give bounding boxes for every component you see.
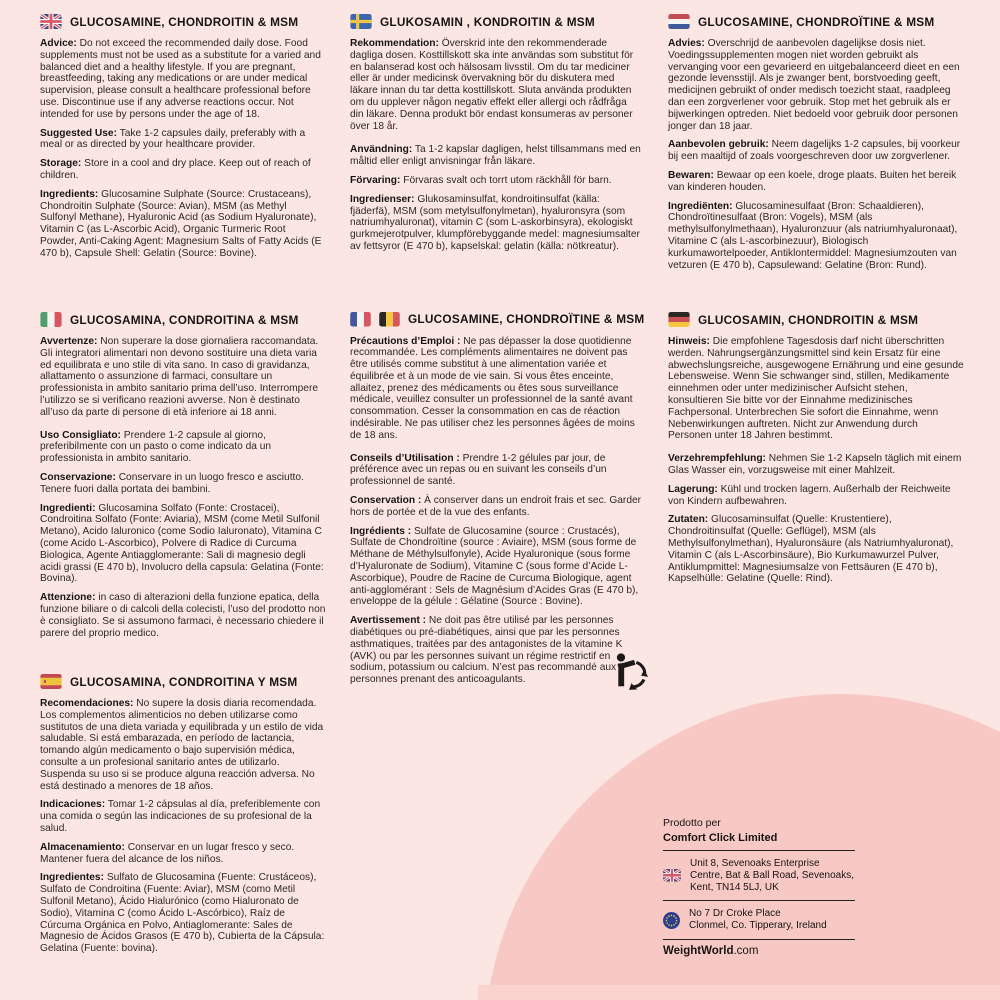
paragraph: [40, 472, 327, 496]
produced-for-label: Prodotto per: [663, 817, 721, 829]
paragraph: [668, 201, 964, 272]
paragraph-label: Lagerung:: [668, 483, 718, 495]
paragraph-label: Ingredienser:: [350, 193, 415, 205]
paragraph-text: Överskrid inte den rekommenderade dagliga dosen. Kosttillskott ska inte användas som substitut för en balanserad kost och hälsosam livsstil. Om du tar mediciner eller är under medicinsk övervakning bör du diskutera med läkare innan du tar detta kosttillskott. Sluta använda produkten om du upplever någon negativ effekt eller allergi och rådfråga din läkare. Denna produkt bör endast konsumeras av personer över 18 år.: [350, 38, 634, 132]
section-title: [668, 312, 964, 327]
uk-flag-icon: [663, 869, 681, 882]
paragraph: [668, 170, 964, 194]
paragraph-text: Take 1-2 capsules daily, preferably with a meal or as directed by your healthcare provider.: [40, 127, 306, 151]
paragraph-text: Glucosaminsulfat (Quelle: Krustentiere), Chondroitinsulfat (Quelle: Geflügel), MSM (als Methylsulfonylmethan), Hyaluronsäure (als Natriumhyaluronat), Vitamin C (als L-Ascorbinsäure), Bio Kurkumawurzel Pulver, Antiklumpmittel: Magnesiumsalze von Fettsäuren (E 470 b), Kapselhülle: Gelatine (Quelle: Rind).: [668, 514, 954, 585]
paragraph: [40, 842, 325, 866]
paragraph: [668, 453, 964, 477]
paragraph-text: Glucosamine Sulphate (Source: Crustaceans), Chondroitin Sulphate (Source: Avian), MSM (as Methyl Sulfonyl Methane), Hyaluronic Acid (as Sodium Hyaluronate), Vitamin C (as L-Ascorbic Acid), Organic Turmeric Root Powder, Anti-Caking Agent: Magnesium Salts of Fatty Acids (E 470 b), Capsule Shell: Gelatin (Source: Bovine).: [40, 188, 322, 259]
paragraph: [350, 336, 647, 442]
spain-flag-icon: [40, 674, 62, 689]
website-tld: .com: [733, 944, 759, 957]
website-brand: WeightWorld: [663, 944, 734, 957]
paragraph: [40, 698, 325, 792]
germany-flag-icon: [668, 312, 690, 327]
paragraph: [40, 189, 323, 260]
paragraph-text: Conservare in un luogo fresco e asciutto. Tenere fuori dalla portata dei bambini.: [40, 471, 304, 495]
paragraph-text: À conserver dans un endroit frais et sec. Garder hors de portée et de la vue des enfants.: [350, 495, 642, 518]
section-title-text: GLUCOSAMINE, CHONDROÏTINE & MSM: [698, 14, 935, 29]
divider: [663, 939, 855, 940]
paragraph-label: Zutaten:: [668, 514, 709, 526]
paragraph-label: Uso Consigliato:: [40, 429, 121, 441]
eu-address: [689, 908, 827, 932]
paragraph-text: Prendre 1-2 gélules par jour, de préférence avec un repas ou en suivant les conseils d’un professionnel de santé.: [350, 452, 607, 488]
paragraph: [350, 495, 647, 519]
france-flag-icon: [350, 312, 371, 327]
paragraph-text: Neem dagelijks 1-2 capsules, bij voorkeur bij een maaltijd of zoals voorgeschreven door uw zorgverlener.: [668, 139, 961, 163]
company-name: Comfort Click Limited: [663, 832, 778, 844]
paragraph: [350, 194, 642, 253]
paragraph-label: Conservazione:: [40, 471, 116, 483]
paragraph: [350, 38, 642, 132]
paragraph: [40, 38, 323, 121]
section-title-text: GLUCOSAMIN, CHONDROITIN & MSM: [698, 312, 919, 327]
company-info-block: [663, 816, 855, 957]
paragraph-text: Glucosamina Solfato (Fonte: Crostacei), Condroitina Solfato (Fonte: Aviaria), MSM (come Metil Sulfonil Metano), Acido Ialuronico (come Sodio Ialuronato), Vitamina C (come Acido L-Ascorbico), Polvere di Radice di Curcuma Biologica, Agente Antiagglomerante: Sali di magnesio degli acidi grassi (E 470 b), Involucro della capsula: Gelatina (Fonte: Bovina).: [40, 502, 324, 585]
paragraph-label: Ingredients:: [40, 188, 99, 200]
uk-address-row: [663, 856, 855, 895]
section-title: [350, 312, 647, 327]
paragraph-text: No supere la dosis diaria recomendada. Los complementos alimenticios no deben utilizarse como sustitutos de una dieta variada y equilibrada y un estilo de vida saludable. Si está embarazada, en período de lactancia, tomando algún medicamento o bajo supervisión médica, consulte a un profesional sanitario antes de utilizarlo. Suspenda su uso si se produce alguna reacción adversa. No está destinado a menores de 18 años.: [40, 698, 324, 792]
section-dutch: [668, 14, 964, 278]
paragraph-text: Do not exceed the recommended daily dose. Food supplements must not be used as a substitute for a varied and balanced diet and a healthy lifestyle. If you are pregnant, breastfeeding, taking any medications or are under medical supervision, please consult a healthcare professional before use. Discontinue use if any adverse reactions occur. Not intended for use by persons under the age of 18.: [40, 38, 321, 120]
paragraph: [40, 336, 327, 419]
paragraph-label: Advice:: [40, 38, 77, 49]
paragraph-label: Förvaring:: [350, 174, 401, 186]
paragraph-label: Storage:: [40, 158, 82, 170]
paragraph-label: Ingredienti:: [40, 502, 96, 514]
paragraph-text: Ne doit pas être utilisé par les personnes diabétiques ou pré-diabétiques, ainsi que par les personnes asthmatiques, traitées par des antagonistes de la vitamine K (AVK) ou par les personnes suivant un régime restrictif en sodium, potassium ou calcium. N’est pas recommandé aux personnes prenant des anticoagulants.: [350, 615, 623, 686]
paragraph-text: Glucosaminesulfaat (Bron: Schaaldieren), Chondroïtinesulfaat (Bron: Vogels), MSM (als methylsulfonylmethaan), Hyaluronzuur (als natriumhyaluronaat), Vitamine C (als L-ascorbinezuur), Biologisch kurkumawortelpoeder, Antiklontermiddel: Magnesiumzouten van vetzuren (E 470 b), Capsulewand: Gelatine (Bron: Rund).: [668, 200, 958, 271]
section-german: [668, 312, 964, 592]
paragraph-text: Kühl und trocken lagern. Außerhalb der Reichweite von Kindern aufbewahren.: [668, 483, 951, 507]
paragraph-label: Avvertenze:: [40, 336, 98, 347]
paragraph-text: Ta 1-2 kapslar dagligen, helst tillsammans med en måltid eller enligt anvisningar från läkare.: [350, 144, 641, 168]
paragraph: [668, 514, 964, 585]
paragraph-label: Attenzione:: [40, 592, 96, 604]
paragraph-label: Précautions d’Emploi :: [350, 335, 461, 347]
section-title-text: GLUCOSAMINA, CONDROITINA Y MSM: [70, 674, 298, 689]
paragraph-text: Glukosaminsulfat, kondroitinsulfat (källa: fjäderfä), MSM (som metylsulfonylmetan), hyaluronsyra (som natriumhyaluronat), vitamin C (som L-askorbinsyra), ekologiskt gurkmejerotpulver, klumpförebyggande medel: magnesiumsalter av fettsyror (E 470 b), kapselskal: gelatin (källa: nötkreatur).: [350, 193, 640, 252]
uk-address: Unit 8, Sevenoaks Enterprise Centre, Bat & Ball Road, Sevenoaks, Kent, TN14 5LJ, UK: [690, 858, 854, 893]
section-italian: [40, 312, 327, 646]
paragraph: [350, 615, 647, 686]
paragraph-label: Ingrédients :: [350, 525, 412, 537]
section-title-text: GLUCOSAMINA, CONDROITINA & MSM: [70, 312, 299, 327]
paragraph-label: Verzehrempfehlung:: [668, 453, 766, 465]
netherlands-flag-icon: [668, 14, 690, 29]
section-english: [40, 14, 323, 267]
italy-flag-icon: [40, 312, 62, 327]
paragraph-text: Nehmen Sie 1-2 Kapseln täglich mit einem Glas Wasser ein, vorzugsweise mit einer Mahlzeit.: [668, 453, 962, 476]
paragraph-text: Die empfohlene Tagesdosis darf nicht überschritten werden. Nahrungsergänzungsmittel sind kein Ersatz für eine abwechslungsreiche, ausgewogene Ernährung und eine gesunde Lebensweise. Wenn Sie schwanger sind, stillen, Medikamente einnehmen oder unter medizinischer Aufsicht stehen, konsultieren Sie bitte vor der Einnahme medizinisches Fachpersonal. Unterbrechen Sie sofort die Einnahme, wenn Nebenwirkungen auftreten. Nicht zur Anwendung durch Personen unter 18 Jahren bestimmt.: [668, 336, 964, 442]
eu-address-row: [663, 906, 855, 934]
section-swedish: [350, 14, 642, 260]
divider: [663, 900, 855, 901]
section-spanish: [40, 674, 325, 962]
paragraph-label: Aanbevolen gebruik:: [668, 139, 769, 151]
paragraph: [668, 38, 964, 132]
paragraph: [668, 484, 964, 508]
eu-address-line1: No 7 Dr Croke Place: [689, 908, 781, 920]
divider: [663, 850, 855, 851]
section-title-text: GLUCOSAMINE, CHONDROITIN & MSM: [70, 14, 299, 29]
section-french: [350, 312, 647, 693]
paragraph: [40, 430, 327, 465]
paragraph-label: Indicaciones:: [40, 799, 106, 811]
paragraph-text: Bewaar op een koele, droge plaats. Buiten het bereik van kinderen houden.: [668, 169, 957, 193]
section-title: [40, 674, 325, 689]
paragraph-label: Advies:: [668, 38, 705, 49]
paragraph: [668, 139, 964, 163]
paragraph-text: Ne pas dépasser la dose quotidienne recommandée. Les compléments alimentaires ne doivent pas être utilisés comme substitut à une alimentation variée et équilibrée et à un mode de vie sain. Si vous êtes enceinte, allaitez, prenez des médicaments ou êtes sous surveillance médicale, veuillez consulter un professionnel de la santé avant consommation. Cesser la consommation en cas de réaction indésirable. Ne pas utiliser chez les personnes âgées de moins de 18 ans.: [350, 335, 635, 441]
paragraph: [350, 526, 647, 609]
section-title-text: GLUCOSAMINE, CHONDROÏTINE & MSM: [408, 312, 645, 327]
triman-recycling-icon: [612, 652, 648, 690]
paragraph: [40, 872, 325, 955]
sweden-flag-icon: [350, 14, 372, 29]
paragraph-label: Conservation :: [350, 495, 422, 507]
section-title: [668, 14, 964, 29]
section-title: [40, 312, 327, 327]
bottom-edge-band: [478, 985, 1000, 1000]
paragraph: [40, 128, 323, 152]
paragraph: [350, 175, 642, 187]
paragraph-label: Ingrediënten:: [668, 200, 733, 212]
section-title: [40, 14, 323, 29]
paragraph-text: Sulfato de Glucosamina (Fuente: Crustáceos), Sulfato de Condroitina (Fuente: Aviar), MSM (como Metil Sulfonil Metano), Ácido Hialurónico (como Hialuronato de Sodio), Vitamina C (como Ácido L-Ascórbico), Raíz de Cúrcuma Orgánica en Polvo, Antiaglomerante: Sales de Magnesio de Ácidos Grasos (E 470 b), Cubierta de la Cápsula: Gelatina (Fuente: bovina).: [40, 872, 325, 955]
paragraph-label: Användning:: [350, 144, 413, 156]
paragraph-label: Conseils d’Utilisation :: [350, 452, 460, 464]
paragraph-text: Non superare la dose giornaliera raccomandata. Gli integratori alimentari non devono sostituire una dieta varia ed equilibrata e uno stile di vita sano. In caso di gravidanza, allattamento o assunzione di farmaci, consultare un professionista in ambito sanitario prima dell’uso. Interrompere l’utilizzo se si verificano reazioni avverse. Non è destinato all’uso da parte di persone di età inferiore ai 18 anni.: [40, 336, 319, 418]
paragraph: [40, 592, 327, 639]
website-text: [663, 945, 855, 957]
paragraph-text: in caso di alterazioni della funzione epatica, della funzione biliare o di calcoli della colecisti, l’uso del prodotto non è consigliato. Se si assumono farmaci, è necessario chiedere il parere del proprio medico.: [40, 592, 326, 639]
paragraph: [668, 336, 964, 442]
paragraph-label: Hinweis:: [668, 336, 710, 347]
section-title-text: GLUKOSAMIN , KONDROITIN & MSM: [380, 14, 595, 29]
paragraph-label: Recomendaciones:: [40, 698, 134, 709]
paragraph: [350, 144, 642, 168]
paragraph-label: Ingredientes:: [40, 872, 104, 884]
paragraph-label: Avertissement :: [350, 615, 427, 627]
belgium-flag-icon: [379, 312, 400, 327]
paragraph: [40, 503, 327, 586]
paragraph-text: Förvaras svalt och torrt utom räckhåll för barn.: [403, 174, 612, 186]
uk-flag-icon: [40, 14, 62, 29]
paragraph-label: Bewaren:: [668, 169, 714, 181]
paragraph-label: Almacenamiento:: [40, 841, 125, 853]
paragraph-text: Sulfate de Glucosamine (source : Crustacés), Sulfate de Chondroïtine (source : Aviaire), MSM (sous forme de Méthane de Méthylsulfonyle), Acide Hyaluronique (sous forme d’Hyaluronate de Sodium), Vitamine C (sous forme d’Acide L-Ascorbique), Poudre de Racine de Curcuma Biologique, agent anti-agglomérant : Sels de Magnésium d’Acides Gras (E 470 b), enveloppe de la gélule : Gélatine (Source : Bovine).: [350, 525, 639, 608]
paragraph: [40, 158, 323, 182]
paragraph-text: Prendere 1-2 capsule al giorno, preferibilmente con un pasto o come indicato da un professionista in ambito sanitario.: [40, 429, 272, 465]
paragraph-text: Tomar 1-2 cápsulas al día, preferiblemente con una comida o según las indicaciones de su profesional de la salud.: [40, 799, 321, 834]
paragraph-label: Suggested Use:: [40, 127, 117, 139]
paragraph-text: Store in a cool and dry place. Keep out of reach of children.: [40, 158, 311, 181]
paragraph: [40, 799, 325, 834]
paragraph-text: Conservar en un lugar fresco y seco. Mantener fuera del alcance de los niños.: [40, 841, 295, 865]
eu-flag-icon: [663, 912, 680, 929]
section-title: [350, 14, 642, 29]
paragraph: [350, 453, 647, 488]
paragraph-text: Overschrijd de aanbevolen dagelijkse dosis niet. Voedingssupplementen mogen niet worden gebruikt als vervanging voor een gevarieerd en uitgebalanceerd dieet en een gezonde levensstijl. Als je zwanger bent, borstvoeding geeft, medicijnen gebruikt of onder medisch toezicht staat, raadpleeg dan een zorgverlener voor gebruik. Stop met het gebruik als er bijwerkingen optreden. Niet bedoeld voor gebruik door personen jonger dan 18 jaar.: [668, 38, 960, 132]
eu-address-line2: Clonmel, Co. Tipperary, Ireland: [689, 920, 827, 932]
paragraph-label: Rekommendation:: [350, 38, 439, 49]
